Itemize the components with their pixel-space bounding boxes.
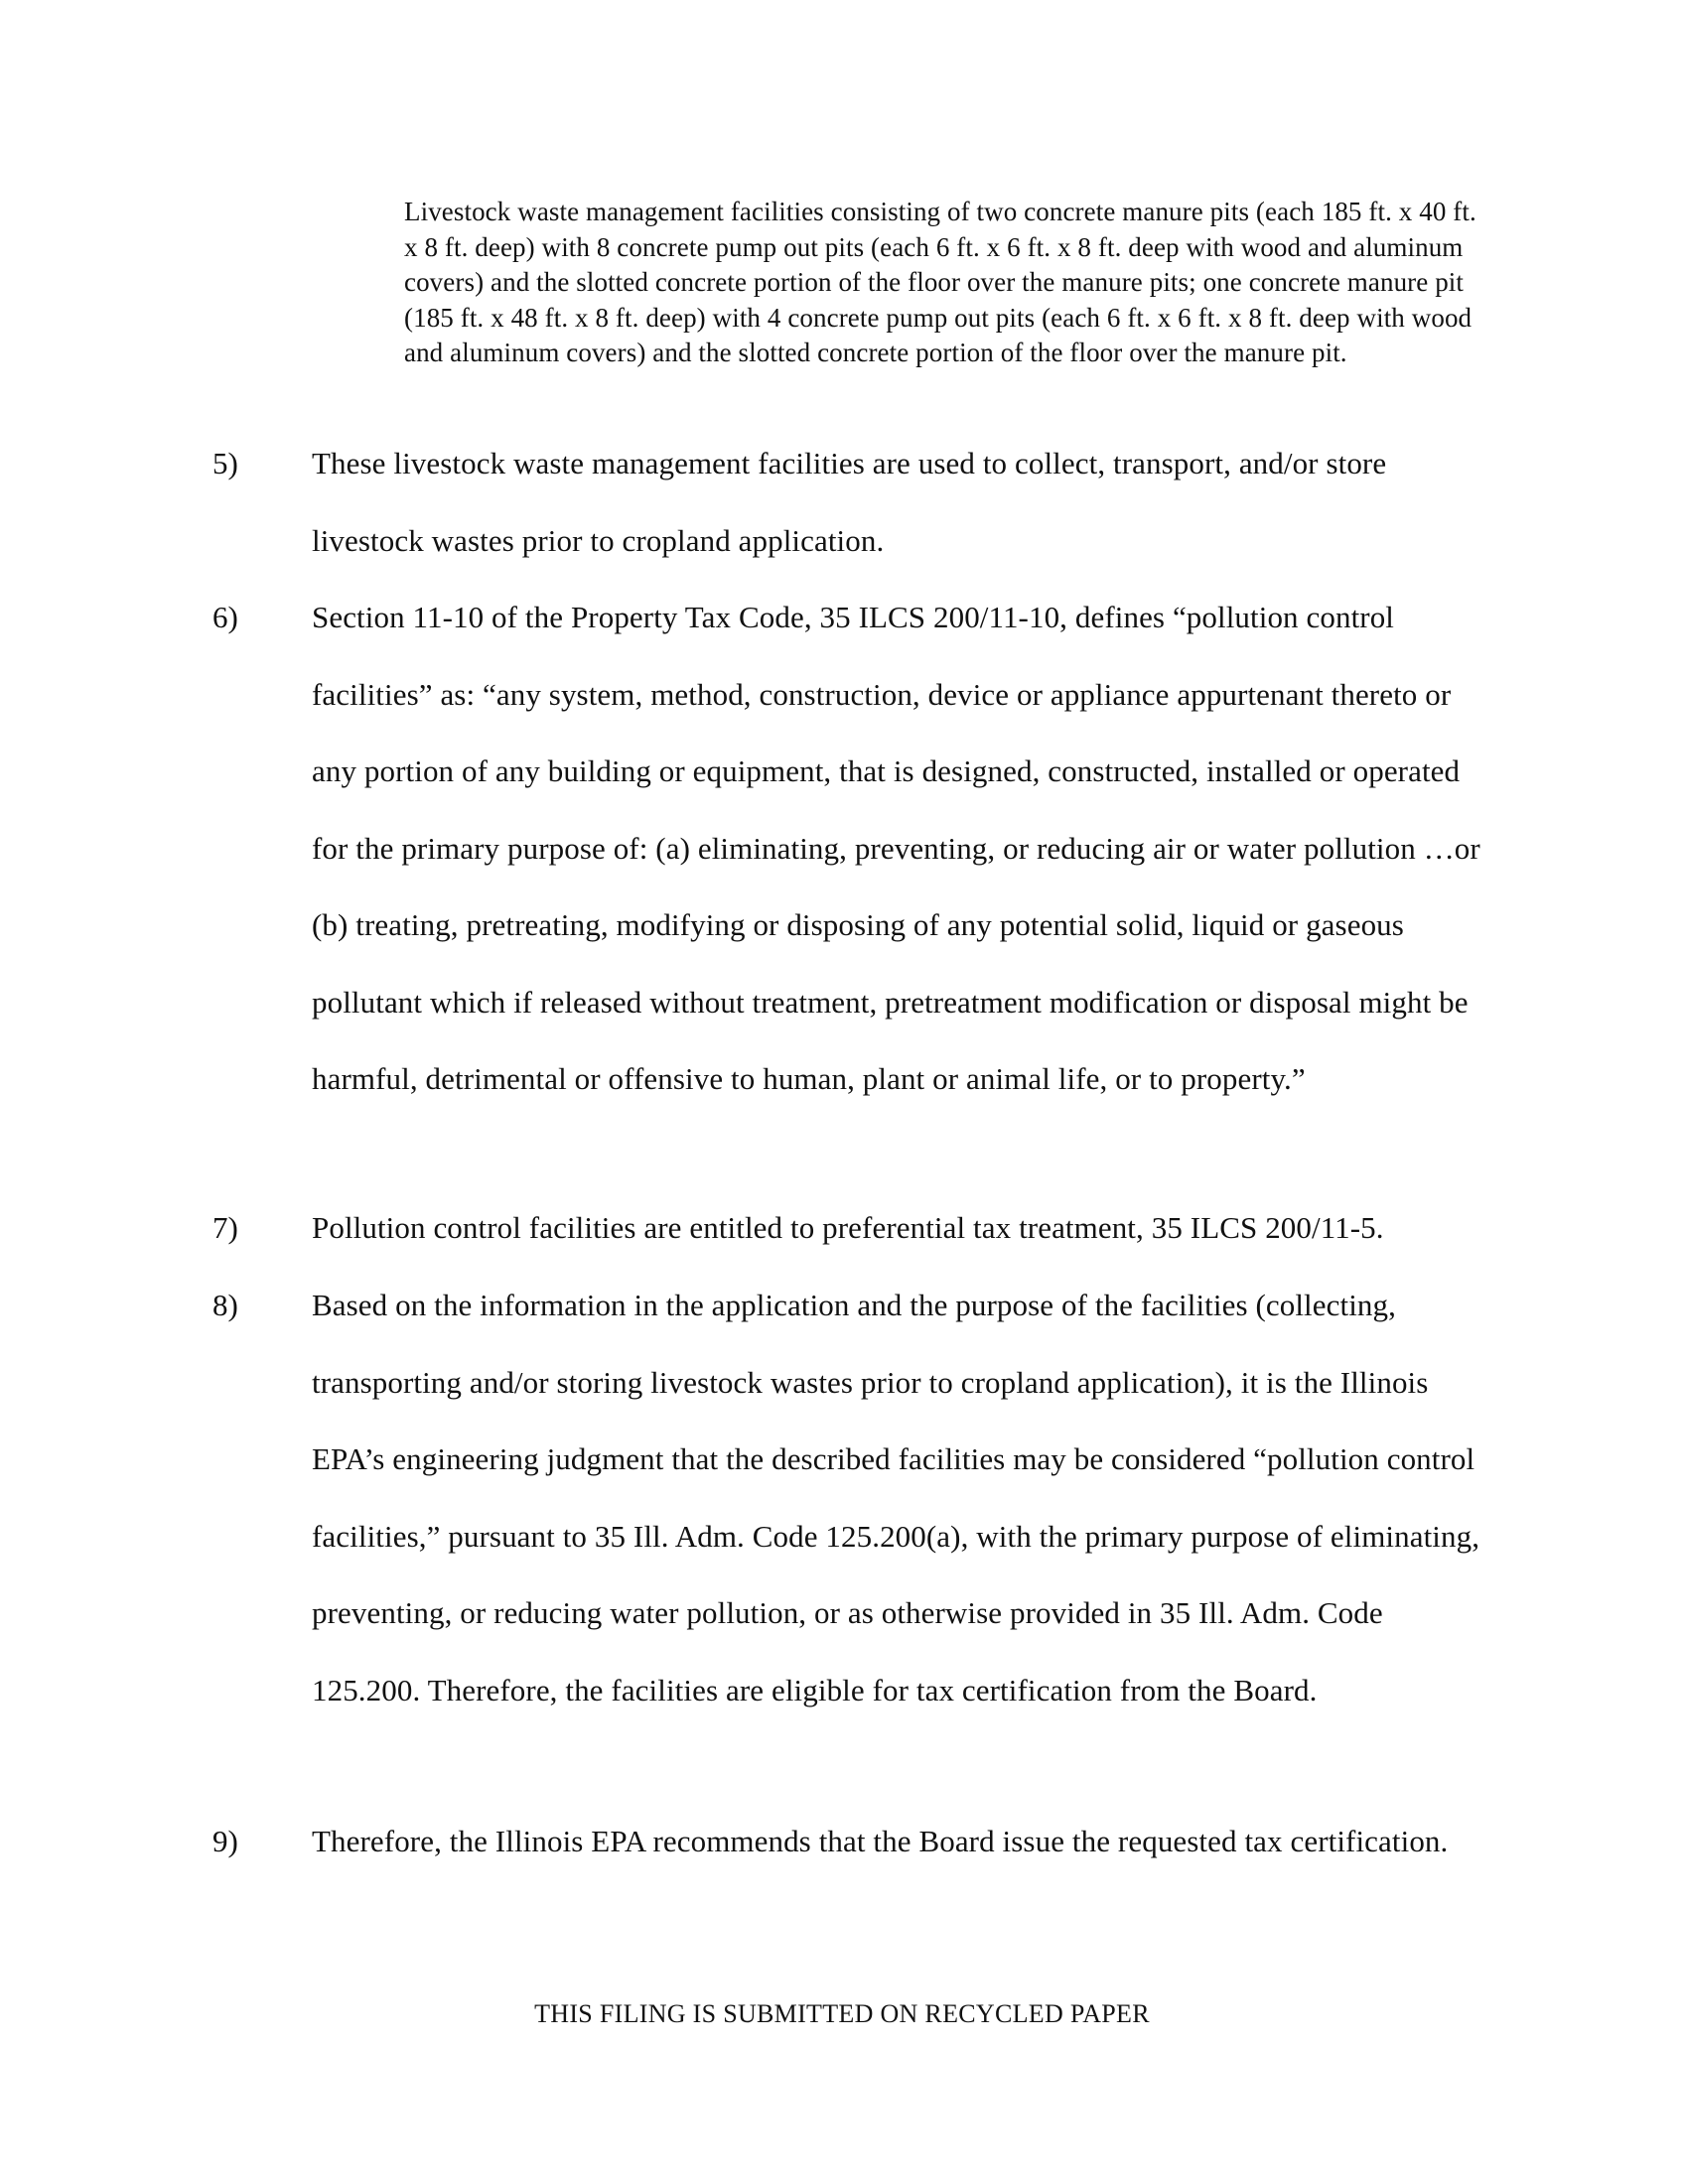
paragraph-text: Based on the information in the application and the purpose of the facilities (collecting, transporting and/or storing livestock wastes prior to cropland application), it is the Illinois EPA’s engineering judgment that the described facilities may be considered “pollution control facilities,” pursuant to 35 Ill. Adm. Code 125.200(a), with the primary purpose of eliminating, preventing, or reducing water pollution, or as otherwise provided in 35 Ill. Adm. Code 125.200. Therefore, the facilities are eligible for tax certification from the Board. <box>312 1288 1480 1707</box>
facility-description-quote: Livestock waste management facilities consisting of two concrete manure pits (each 185 ft. x 40 ft. x 8 ft. deep) with 8 concrete pump out pits (each 6 ft. x 6 ft. x 8 ft. deep with wood and aluminum covers) and the slotted concrete portion of the floor over the manure pits; one concrete manure pit (185 ft. x 48 ft. x 8 ft. deep) with 4 concrete pump out pits (each 6 ft. x 6 ft. x 8 ft. deep with wood and aluminum covers) and the slotted concrete portion of the floor over the manure pit. <box>404 197 1476 367</box>
paragraph-text: These livestock waste management facilities are used to collect, transport, and/or store livestock wastes prior to cropland application. <box>312 446 1387 558</box>
paragraph-text: Therefore, the Illinois EPA recommends that the Board issue the requested tax certification. <box>312 1824 1449 1858</box>
paragraph-number: 9) <box>212 1824 238 1858</box>
paragraph-number: 5) <box>212 446 238 480</box>
paragraph-text: Section 11-10 of the Property Tax Code, 35 ILCS 200/11-10, defines “pollution control facilities” as: “any system, method, construction, device or appliance appurtenant thereto or any portion of any building or equipment, that is designed, constructed, installed or operated for the primary purpose of: (a) eliminating, preventing, or reducing air or water pollution …or (b) treating, pretreating, modifying or disposing of any potential solid, liquid or gaseous pollutant which if released without treatment, pretreatment modification or disposal might be harmful, detrimental or offensive to human, plant or animal life, or to property.” <box>312 600 1480 1096</box>
paragraph-number: 6) <box>212 600 238 634</box>
paragraph-number: 8) <box>212 1288 238 1322</box>
recycled-paper-footer: THIS FILING IS SUBMITTED ON RECYCLED PAPER <box>534 1999 1150 2028</box>
paragraph-text: Pollution control facilities are entitled to preferential tax treatment, 35 ILCS 200/11-5. <box>312 1210 1384 1245</box>
paragraph-number: 7) <box>212 1210 238 1245</box>
